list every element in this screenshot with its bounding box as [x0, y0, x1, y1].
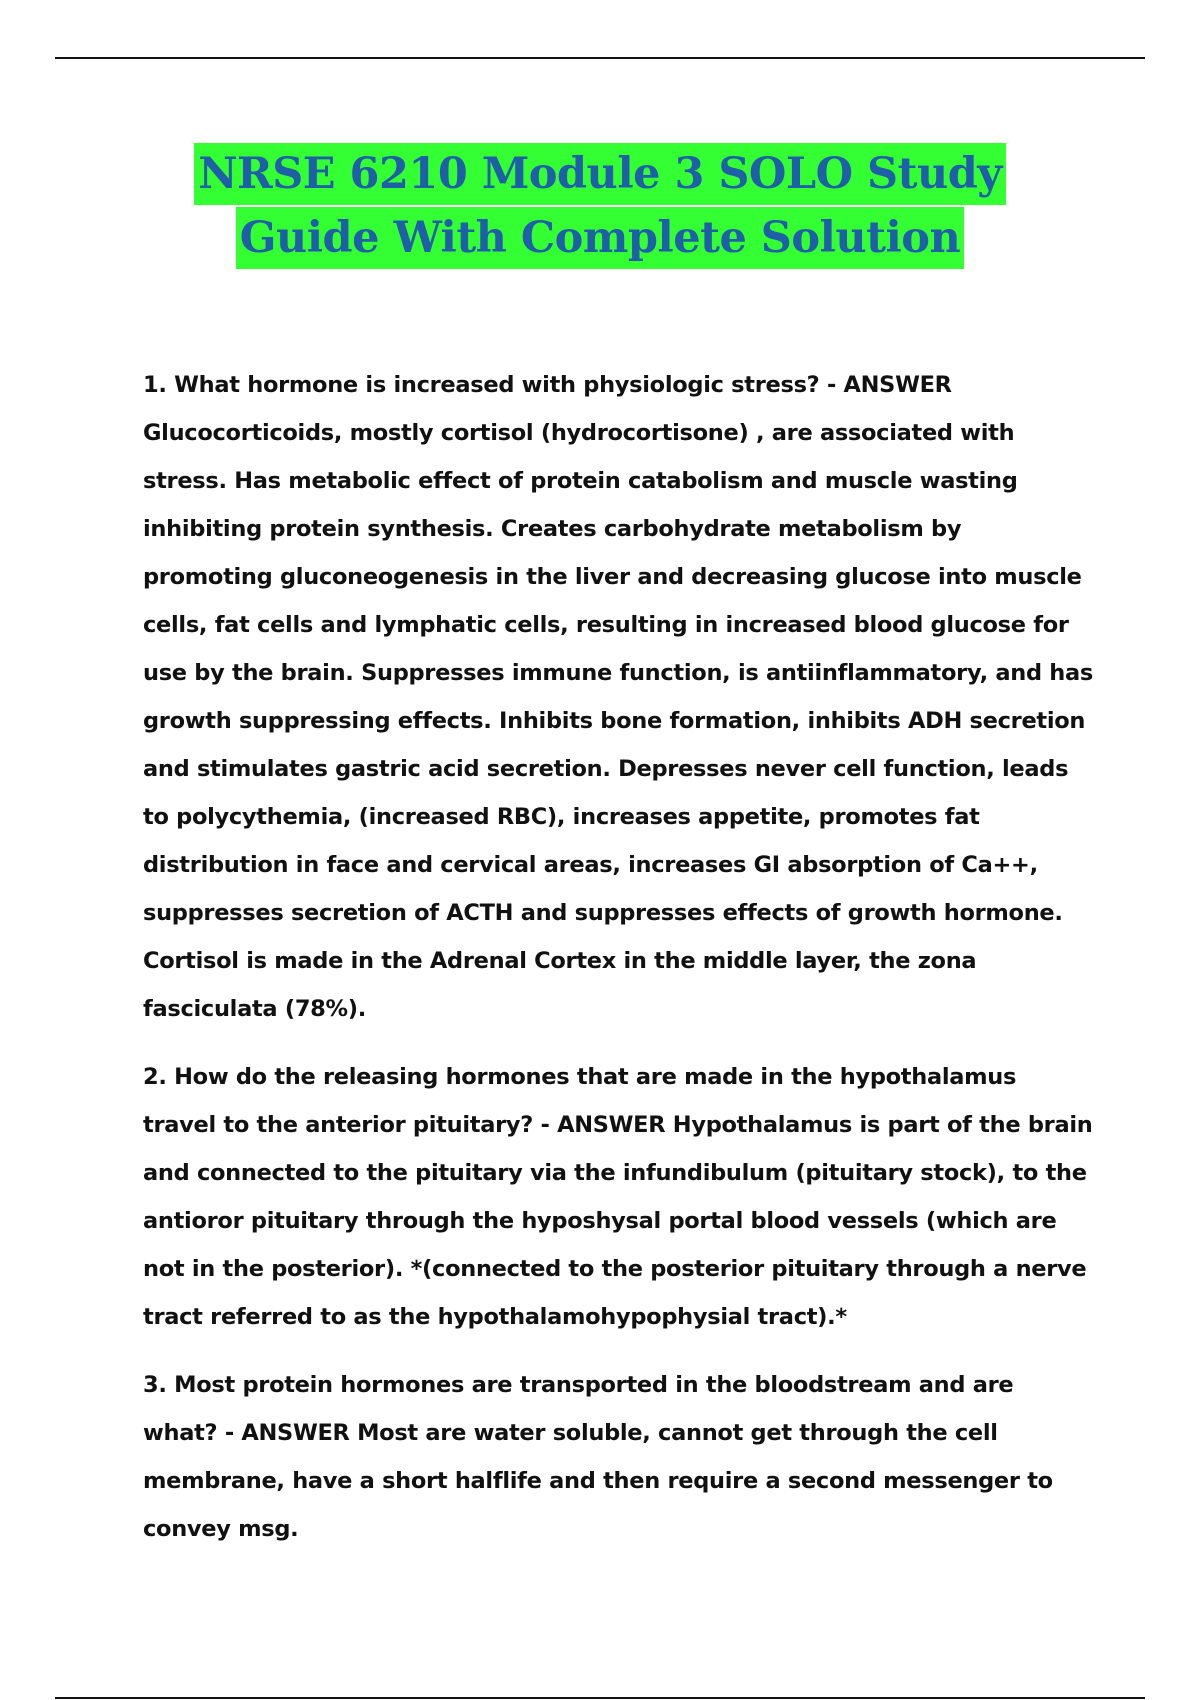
question-1: 1. What hormone is increased with physiologic stress? - ANSWER Glucocorticoids, mostly cortisol (hydrocortisone) , are associated with stress. Has metabolic effect of protein catabolism and muscle wasting inhibiting protein synthesis. Creates carbohydrate metabolism by promoting gluconeogenesis in the liver and decreasing glucose into muscle cells, fat cells and lymphatic cells, resulting in increased blood glucose for use by the brain. Suppresses immune function, is antiinflammatory, and has growth suppressing effects. Inhibits bone formation, inhibits ADH secretion and stimulates gastric acid secretion. Depresses never cell function, leads to polycythemia, (increased RBC), increases appetite, promotes fat distribution in face and cervical areas, increases GI absorption of Ca++, suppresses secretion of ACTH and suppresses effects of growth hormone. Cortisol is made in the Adrenal Cortex in the middle layer, the zona fasciculata (78%).: [143, 372, 1093, 1022]
top-divider: [55, 57, 1145, 59]
title-line-1: NRSE 6210 Module 3 SOLO Study: [194, 143, 1006, 205]
title-line-2: Guide With Complete Solution: [236, 207, 965, 269]
question-2: 2. How do the releasing hormones that are made in the hypothalamus travel to the anterior pituitary? - ANSWER Hypothalamus is part of the brain and connected to the pituitary via the infundibulum (pituitary stock), to the antioror pituitary through the hyposhysal portal blood vessels (which are not in the posterior). *(connected to the posterior pituitary through a nerve tract referred to as the hypothalamohypophysial tract).*: [143, 1064, 1093, 1330]
question-3: 3. Most protein hormones are transported in the bloodstream and are what? - ANSWER Most are water soluble, cannot get through the cell membrane, have a short halflife and then require a second messenger to convey msg.: [143, 1372, 1053, 1542]
document-body: [143, 361, 1093, 1573]
bottom-divider: [55, 1697, 1145, 1699]
document-title: [0, 143, 1200, 271]
